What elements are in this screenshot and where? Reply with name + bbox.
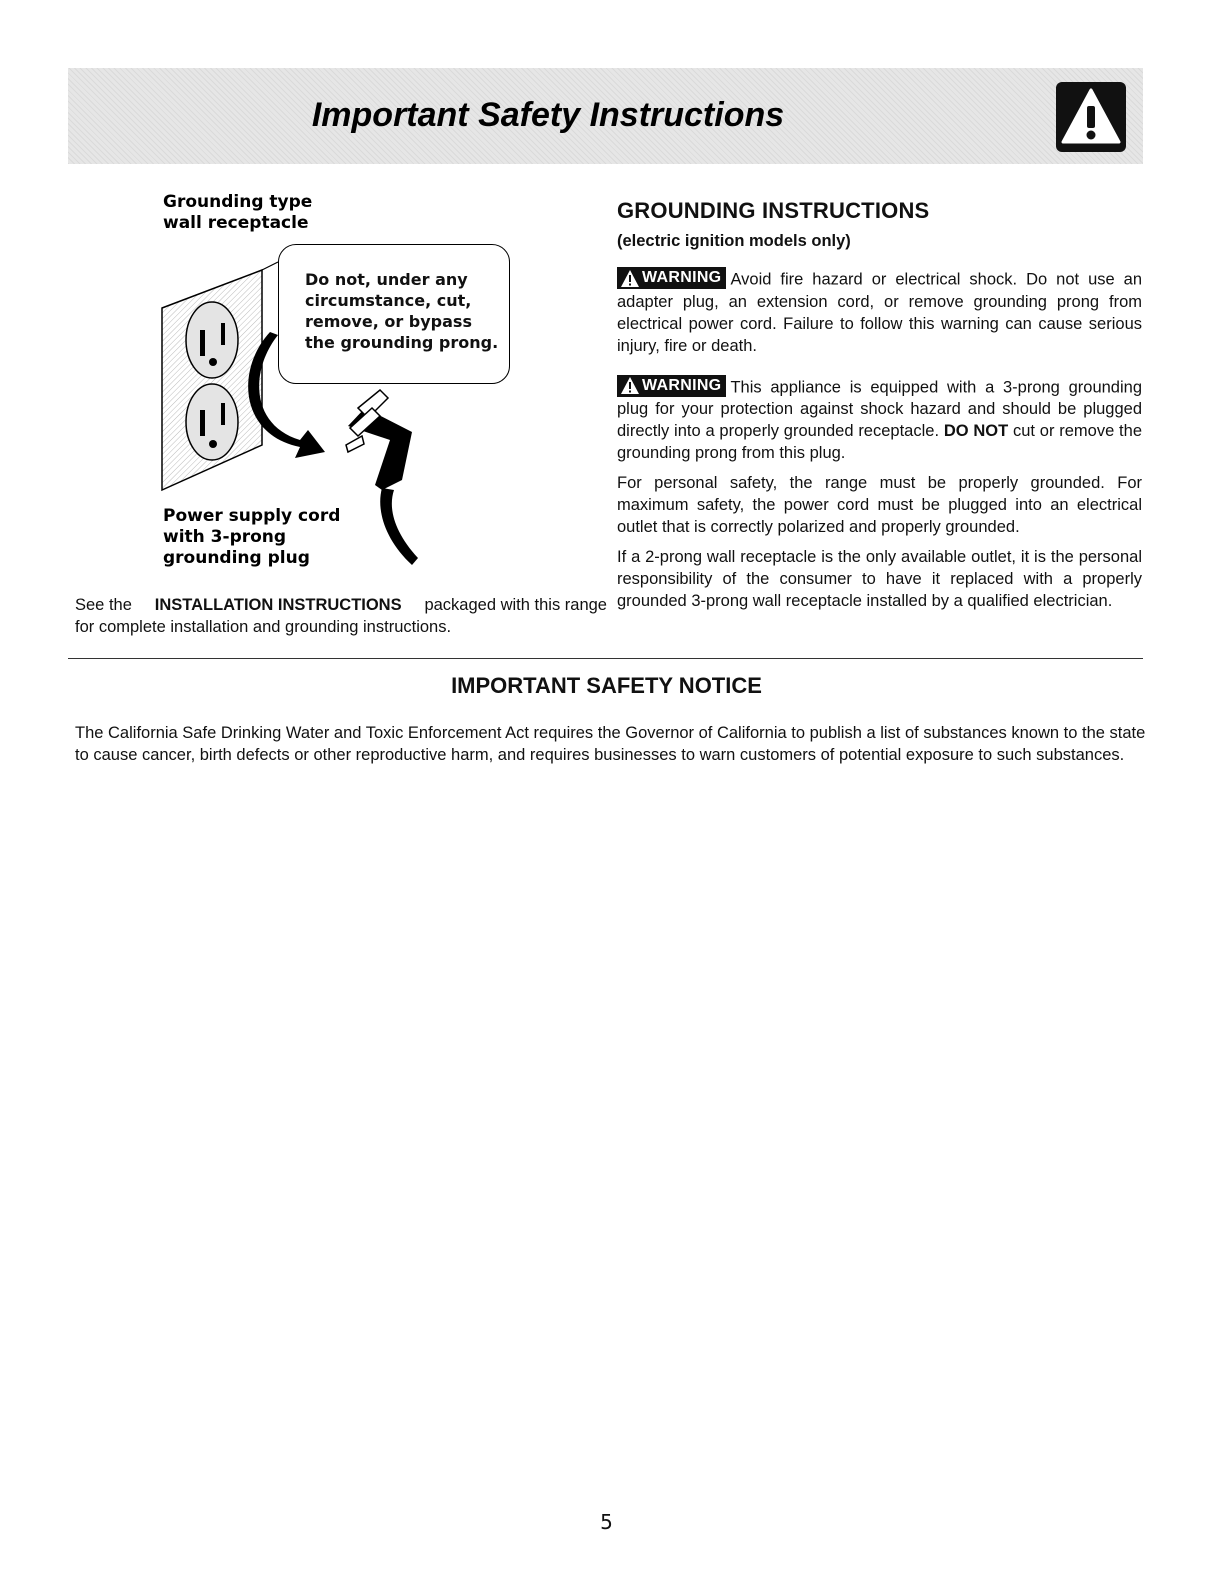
warning-triangle-icon: [1056, 82, 1126, 152]
warning-badge: WARNING: [617, 375, 726, 397]
grounding-section: [617, 198, 1142, 612]
two-prong-paragraph: If a 2-prong wall receptacle is the only available outlet, it is the personal responsibility of the consumer to have it replaced with a properly grounded 3-prong wall receptacle installed by a qualified electrician.: [617, 548, 1142, 610]
section-divider: [68, 658, 1143, 659]
warning-callout: Do not, under any circumstance, cut, remove, or bypass the grounding prong.: [278, 244, 510, 384]
grounding-subheading: (electric ignition models only): [617, 232, 851, 250]
page-number: 5: [600, 1510, 613, 1534]
header-banner: [68, 68, 1143, 164]
page-title: Important Safety Instructions: [311, 96, 785, 134]
warning-paragraph-2: WARNING This appliance is equipped with a 3-prong grounding plug for your protection against shock hazard and should be plugged directly into a properly grounded receptacle. DO NOT cut or remove the grounding prong from this plug.: [617, 376, 1142, 462]
notice-text: The California Safe Drinking Water and Toxic Enforcement Act requires the Governor of California to publish a list of substances known to the state to cause cancer, birth defects or other reproductive harm, and requires businesses to warn customers of potential exposure to such substances.: [75, 724, 1146, 764]
warning-badge: WARNING: [617, 267, 726, 289]
receptacle-label: Grounding type wall receptacle: [163, 192, 313, 233]
warning-triangle-icon: [620, 269, 640, 288]
safety-paragraph: For personal safety, the range must be properly grounded. For maximum safety, the power cord must be plugged into an electrical outlet that is correctly polarized and properly grounded.: [617, 474, 1142, 536]
warning-paragraph-1: WARNING Avoid fire hazard or electrical shock. Do not use an adapter plug, an extension cord, or remove grounding prong from electrical power cord. Failure to follow this warning can cause serious injury, fire or death.: [617, 269, 1142, 355]
grounding-heading: GROUNDING INSTRUCTIONS: [617, 198, 930, 223]
see-installation-instructions: See the INSTALLATION INSTRUCTIONS packaged with this range for complete installation and grounding instructions.: [75, 596, 607, 636]
notice-heading: IMPORTANT SAFETY NOTICE: [451, 673, 762, 698]
power-cord-label: Power supply cord with 3-prong grounding plug: [163, 506, 341, 568]
warning-triangle-icon: [620, 376, 640, 395]
